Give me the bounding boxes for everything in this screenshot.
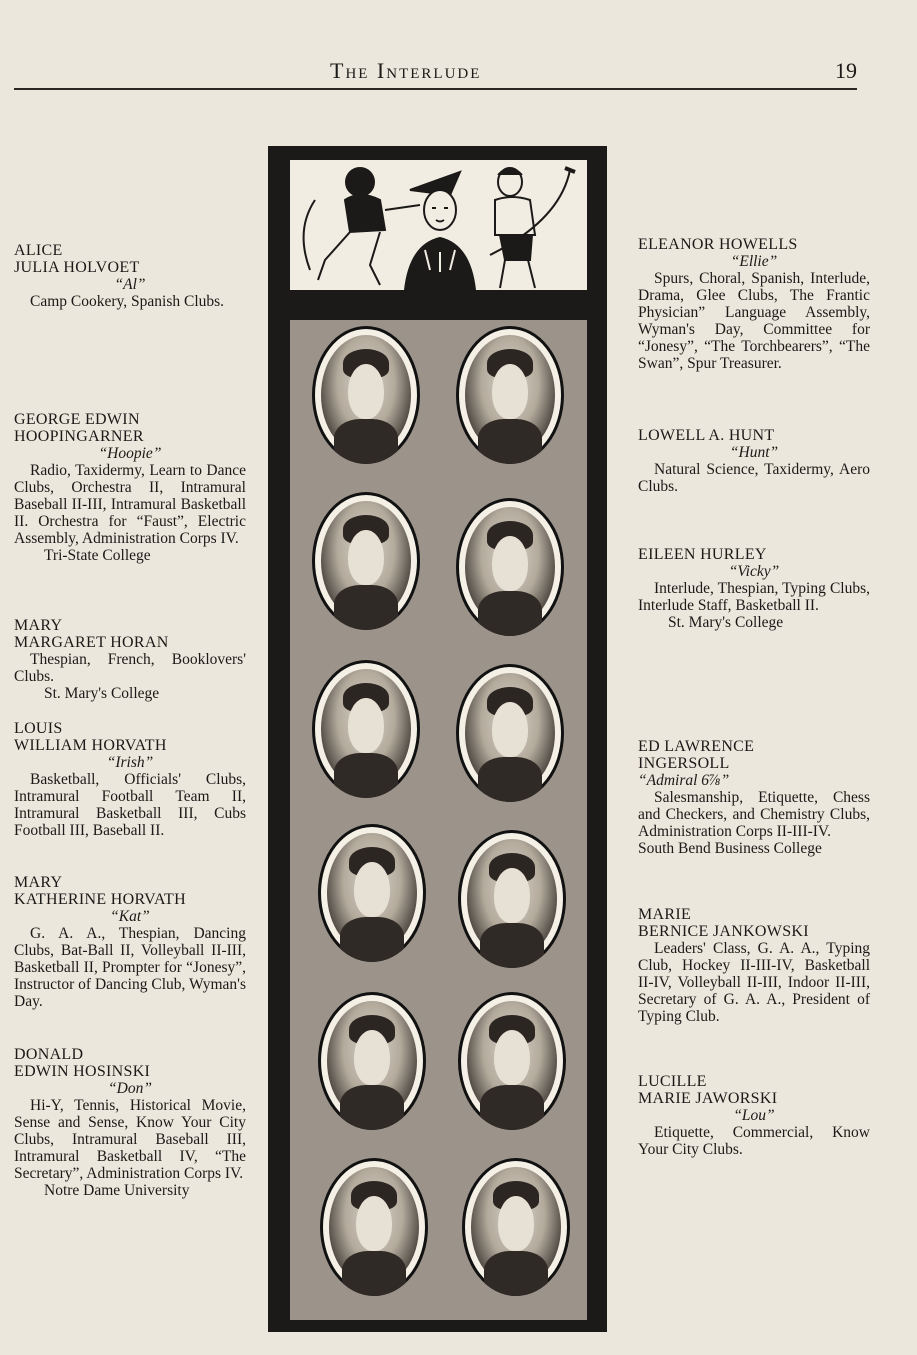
senior-entry-horan	[14, 617, 246, 702]
senior-entry-mary-horvath	[14, 874, 246, 1010]
senior-entry-hunt	[638, 427, 870, 495]
portrait-photo	[456, 664, 564, 802]
entry-college: Tri-State College	[44, 547, 151, 564]
entry-first-name: MARIE	[638, 906, 692, 923]
entry-college: St. Mary's College	[44, 685, 160, 702]
senior-entry-holvoet	[14, 242, 246, 310]
entry-first-name: LOUIS	[14, 720, 63, 737]
cartoon-illustration	[290, 160, 587, 290]
entry-nickname: “Ellie”	[730, 253, 778, 270]
senior-entry-hosinski	[14, 1046, 246, 1199]
entry-activities: Radio, Taxidermy, Learn to Dance Clubs, Orchestra II, Intramural Baseball II-III, Intramural Basketball II. Orchestra for “Faust”, Electric Assembly, Administration Corps IV.	[14, 462, 246, 547]
senior-entry-ingersoll	[638, 738, 870, 857]
entry-last-name: INGERSOLL	[638, 755, 730, 772]
sports-cartoon-drawing	[290, 160, 587, 290]
entry-nickname: “Lou”	[733, 1107, 775, 1124]
header-rule	[14, 88, 857, 90]
entry-nickname: “Al”	[114, 276, 146, 293]
entry-last-name: EDWIN HOSINSKI	[14, 1063, 151, 1080]
senior-entry-jaworski	[638, 1073, 870, 1158]
portrait-photo	[456, 498, 564, 636]
entry-nickname: “Kat”	[110, 908, 150, 925]
portrait-photo	[462, 1158, 570, 1296]
entry-college: South Bend Business College	[638, 840, 822, 857]
entry-last-name: BERNICE JANKOWSKI	[638, 923, 809, 940]
entry-first-name: MARY	[14, 617, 63, 634]
entry-first-name: LOWELL A. HUNT	[638, 427, 775, 444]
entry-first-name: LUCILLE	[638, 1073, 707, 1090]
entry-nickname: “Hunt”	[729, 444, 779, 461]
entry-last-name: MARIE JAWORSKI	[638, 1090, 778, 1107]
entry-first-name: DONALD	[14, 1046, 84, 1063]
page-header-title: The Interlude	[330, 58, 482, 83]
entry-activities: Interlude, Thespian, Typing Clubs, Interlude Staff, Basketball II.	[638, 580, 870, 614]
senior-entry-louis-horvath	[14, 720, 246, 839]
entry-first-name: ELEANOR HOWELLS	[638, 236, 798, 253]
entry-first-name: EILEEN HURLEY	[638, 546, 767, 563]
senior-entry-hoopingarner	[14, 411, 246, 564]
portrait-photo	[458, 992, 566, 1130]
senior-entry-hurley	[638, 546, 870, 631]
portrait-photo	[318, 824, 426, 962]
entry-activities: Natural Science, Taxidermy, Aero Clubs.	[638, 461, 870, 495]
entry-nickname: “Irish”	[106, 754, 154, 771]
portrait-photo	[312, 326, 420, 464]
portrait-photo	[456, 326, 564, 464]
portrait-photo	[312, 660, 420, 798]
entry-first-name: ALICE	[14, 242, 63, 259]
entry-last-name: JULIA HOLVOET	[14, 259, 140, 276]
entry-nickname: “Vicky”	[728, 563, 780, 580]
entry-activities: Camp Cookery, Spanish Clubs.	[30, 293, 225, 310]
entry-last-name: WILLIAM HORVATH	[14, 737, 167, 754]
entry-first-name: ED LAWRENCE	[638, 738, 755, 755]
entry-activities: Hi-Y, Tennis, Historical Movie, Sense and Sense, Know Your City Clubs, Intramural Baseball III, Intramural Basketball IV, “The Secretary”, Administration Corps IV.	[14, 1097, 246, 1182]
entry-college: Notre Dame University	[44, 1182, 190, 1199]
entry-college: St. Mary's College	[668, 614, 784, 631]
entry-activities: Salesmanship, Etiquette, Chess and Checkers, and Chemistry Clubs, Administration Corps II-III-IV.	[638, 789, 870, 840]
portrait-photo	[318, 992, 426, 1130]
page-number: 19	[835, 58, 857, 83]
entry-nickname: “Admiral 6⅞”	[638, 772, 730, 789]
entry-nickname: “Hoopie”	[98, 445, 162, 462]
entry-activities: Spurs, Choral, Spanish, Interlude, Drama, Glee Clubs, The Frantic Physician” Language Assembly, Wyman's Day, Committee for “Jonesy”, “The Torchbearers”, “The Swan”, Spur Treasurer.	[638, 270, 870, 372]
senior-entry-howells	[638, 236, 870, 372]
entry-first-name: GEORGE EDWIN	[14, 411, 140, 428]
entry-nickname: “Don”	[108, 1080, 152, 1097]
entry-last-name: HOOPINGARNER	[14, 428, 144, 445]
entry-activities: Leaders' Class, G. A. A., Typing Club, Hockey II-III-IV, Basketball II-IV, Volleyball II-III, Indoor II-III, Secretary of G. A. A., President of Typing Club.	[638, 940, 870, 1025]
photo-grid	[290, 320, 587, 1320]
senior-entry-jankowski	[638, 906, 870, 1025]
portrait-photo	[312, 492, 420, 630]
entry-last-name: MARGARET HORAN	[14, 634, 169, 651]
entry-first-name: MARY	[14, 874, 63, 891]
entry-activities: G. A. A., Thespian, Dancing Clubs, Bat-Ball II, Volleyball II-III, Basketball II, Prompter for “Jonesy”, Instructor of Dancing Club, Wyman's Day.	[14, 925, 246, 1010]
entry-last-name: KATHERINE HORVATH	[14, 891, 186, 908]
entry-activities: Etiquette, Commercial, Know Your City Clubs.	[638, 1124, 870, 1158]
entry-activities: Basketball, Officials' Clubs, Intramural Football Team II, Intramural Basketball III, Cubs Football III, Baseball II.	[14, 771, 246, 839]
portrait-photo	[458, 830, 566, 968]
portrait-photo	[320, 1158, 428, 1296]
entry-activities: Thespian, French, Booklovers' Clubs.	[14, 651, 246, 685]
